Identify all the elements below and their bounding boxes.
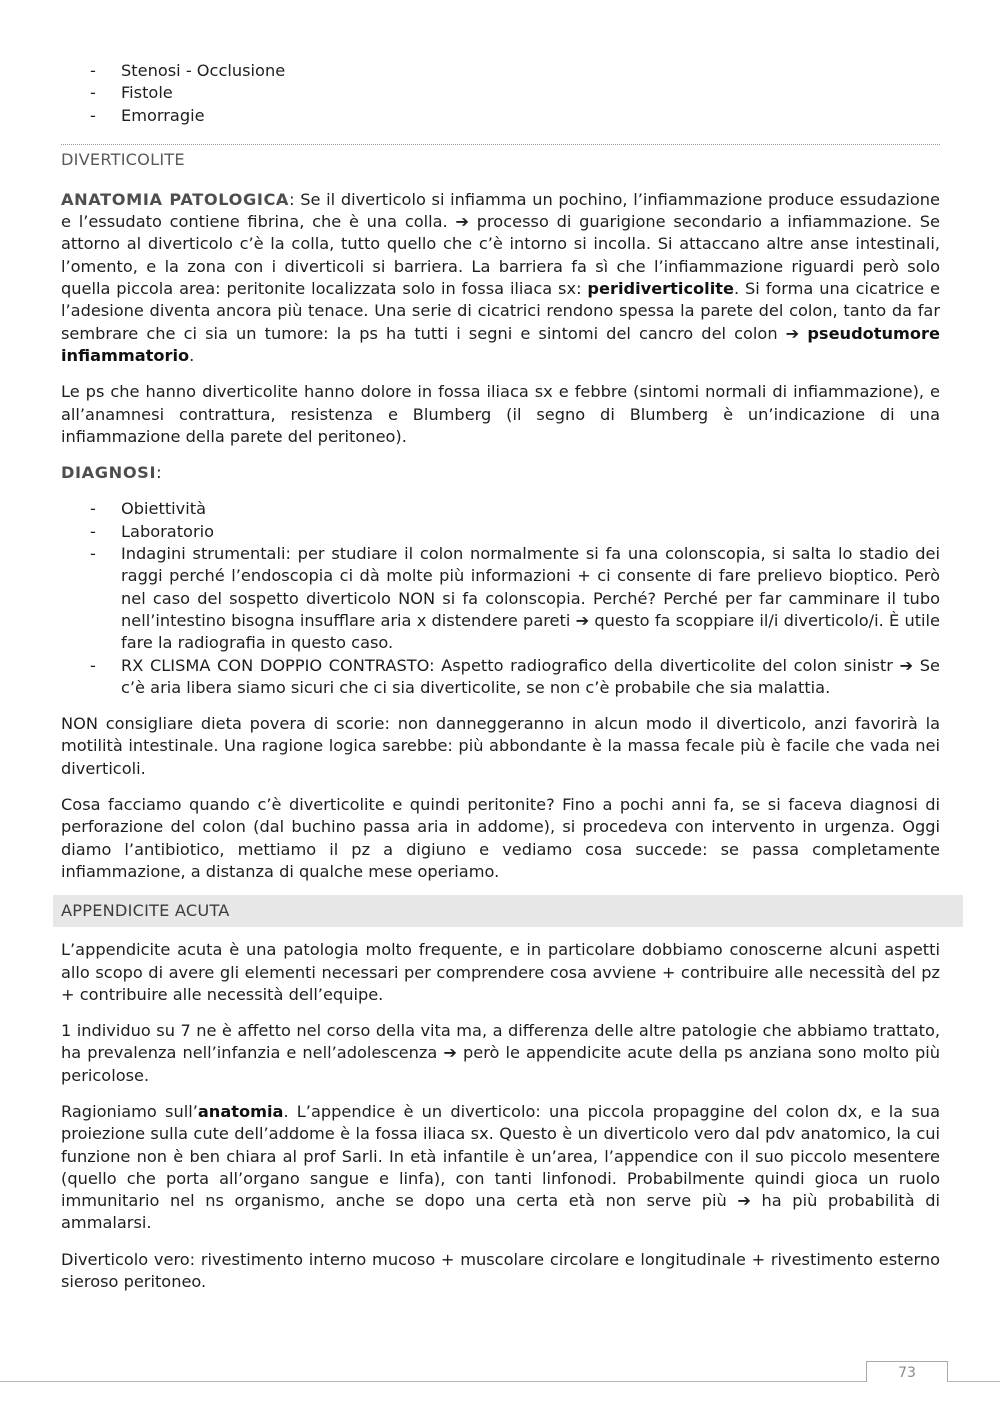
list-item: - Laboratorio <box>61 521 940 543</box>
paragraph-text: . <box>189 345 195 365</box>
anatomia-patologica-paragraph <box>61 189 940 367</box>
appendicite-anatomy-paragraph <box>61 1101 940 1235</box>
peridiverticolite-term: peridiverticolite <box>587 279 734 299</box>
appendicite-intro-paragraph: L’appendicite acuta è una patologia molto frequente, e in particolare dobbiamo conoscerne alcuni aspetti allo scopo di avere gli elementi necessari per comprendere cosa avviene + contribuire alle necessità del pz + contribuire alle necessità dell’equipe. <box>61 940 940 1004</box>
section-heading-diverticolite: DIVERTICOLITE <box>61 144 940 177</box>
paragraph-text: Ragioniamo sull’ <box>61 1101 198 1121</box>
section-heading-appendicite: APPENDICITE ACUTA <box>53 895 963 927</box>
paragraph-text: . Si forma una cicatrice e l’adesione diventa ancora più tenace. Una serie di cicatrici rendono spessa la parete del colon, tanto da far sembrare che ci sia un tumore: la ps ha tutti i segni e sintomi del cancro del colon ➔ <box>61 279 940 343</box>
anatomia-term: anatomia <box>197 1101 284 1121</box>
symptoms-paragraph: Le ps che hanno diverticolite hanno dolore in fossa iliaca sx e febbre (sintomi normali di infiammazione), e all’anamnesi contrattura, resistenza e Blumberg (il segno di Blumberg è un’indicazione di una infiammazione della parete del peritoneo). <box>61 382 940 446</box>
paragraph-text: : Se il diverticolo si infiamma un pochino, l’infiammazione produce essudazione e l’essudato contiene fibrina, che è una colla. ➔ processo di guarigione secondario a infiammazione. Se attorno al diverticolo c’è la colla, tutto quello che c’è intorno si incolla. Si attaccano altre anse intestinali, l’omento, e la zona con i diverticoli si barriera. La barriera fa sì che l’infiammazione riguardi però solo quella piccola area: peritonite localizzata solo in fossa iliaca sx: <box>61 189 940 299</box>
list-item: - Emorragie <box>61 105 940 127</box>
list-item: - Fistole <box>61 82 940 104</box>
anatomia-patologica-label: ANATOMIA PATOLOGICA <box>61 189 290 209</box>
diagnosi-list <box>61 498 940 699</box>
pseudotumore-term: pseudotumore infiammatorio <box>61 323 940 365</box>
footer-rule <box>0 1381 1000 1382</box>
diagnosi-heading <box>61 462 940 484</box>
list-item: - Indagini strumentali: per studiare il colon normalmente si fa una colonscopia, si salta lo stadio dei raggi perché l’endoscopia ci dà molte più informazioni + ci consente di fare prelievo bioptico. Però nel caso del sospetto diverticolo NON si fa colonscopia. Perché? Perché per far camminare il tubo nell’intestino bisogna insufflare aria x distendere pareti ➔ questo fa scoppiare il/i diverticolo/i. È utile fare la radiografia in questo caso. <box>61 543 940 654</box>
page-number: 73 <box>866 1361 948 1382</box>
list-item: - RX CLISMA CON DOPPIO CONTRASTO: Aspetto radiografico della diverticolite del colon sinistr ➔ Se c’è aria libera siamo sicuri che ci sia diverticolite, se non c’è probabile che sia malattia. <box>61 655 940 700</box>
treatment-paragraph: Cosa facciamo quando c’è diverticolite e quindi peritonite? Fino a pochi anni fa, se si faceva diagnosi di perforazione del colon (dal buchino passa aria in addome), si procedeva con intervento in urgenza. Oggi diamo l’antibiotico, mettiamo il pz a digiuno e vediamo cosa succede: se passa completamente infiammazione, a distanza di qualche mese operiamo. <box>61 795 940 881</box>
diagnosi-label: DIAGNOSI <box>61 463 157 483</box>
list-item: - Stenosi - Occlusione <box>61 60 940 82</box>
complications-list <box>61 60 940 127</box>
document-page <box>61 60 940 1293</box>
diverticolo-vero-paragraph: Diverticolo vero: rivestimento interno mucoso + muscolare circolare e longitudinale + rivestimento esterno sieroso peritoneo. <box>61 1249 940 1292</box>
paragraph-text: . L’appendice è un diverticolo: una piccola propaggine del colon dx, e la sua proiezione sulla cute dell’addome è la fossa iliaca sx. Questo è un diverticolo vero dal pdv anatomico, la cui funzione non è ben chiara al prof Sarli. In età infantile è un’area, l’appendice con il suo piccolo mesentere (quello che porta all’organo sangue e linfa), con tanti linfonodi. Probabilmente quindi gioca un ruolo immunitario nel ns organismo, anche se dopo una certa età non serve più ➔ ha più probabilità di ammalarsi. <box>61 1101 940 1233</box>
list-item: - Obiettività <box>61 498 940 520</box>
diagnosi-colon: : <box>156 463 162 483</box>
diet-paragraph: NON consigliare dieta povera di scorie: non danneggeranno in alcun modo il diverticolo, anzi favorirà la motilità intestinale. Una ragione logica sarebbe: più abbondante è la massa fecale più è facile che vada nei diverticoli. <box>61 714 940 778</box>
appendicite-prevalence-paragraph: 1 individuo su 7 ne è affetto nel corso della vita ma, a differenza delle altre patologie che abbiamo trattato, ha prevalenza nell’infanzia e nell’adolescenza ➔ però le appendicite acute della ps anziana sono molto più pericolose. <box>61 1021 940 1085</box>
